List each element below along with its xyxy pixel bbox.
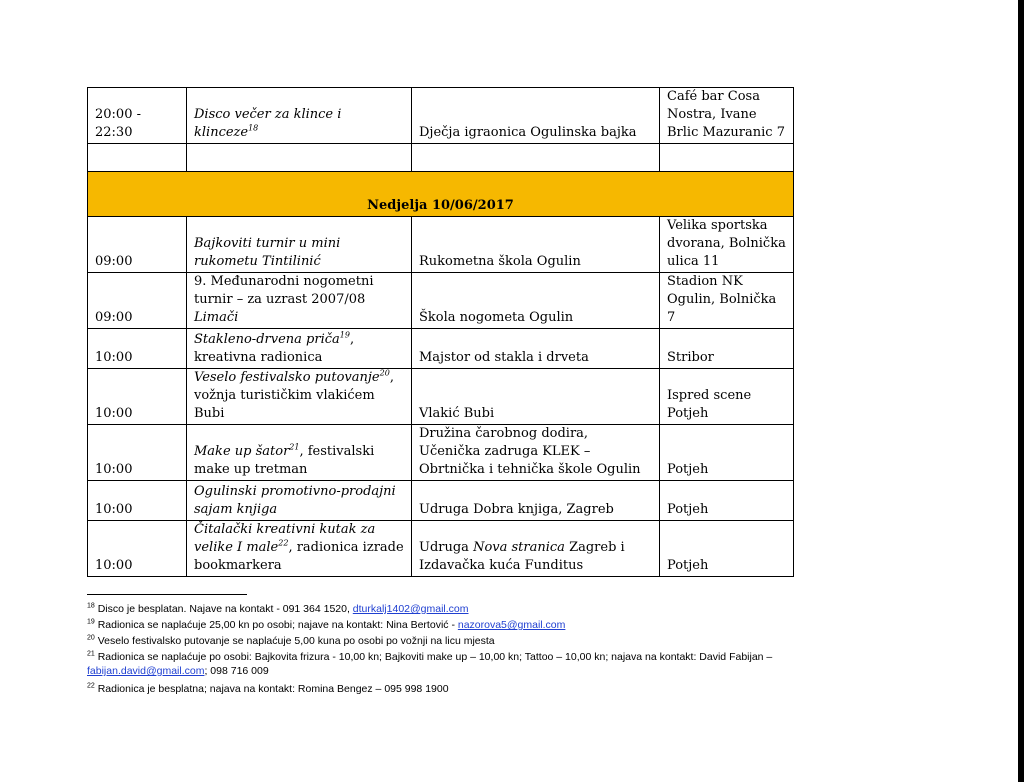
event-text: , vožnja turističkim vlakićem Bubi <box>194 370 394 421</box>
event-title: Veselo festivalsko putovanje <box>194 370 380 385</box>
footnote-21: $^{21}$ Radionica se naplaćuje po osobi: Bajkovita frizura - 10,00 kn; Bajkoviti make up – 10,00 kn; Tattoo – 10,00 kn; najava na kontakt: David Fabijan – fabijan.david@gmail.com; 098 716 009 <box>87 650 773 677</box>
organizer-cell: Dječja igraonica Ogulinska bajka <box>412 88 660 144</box>
event-title: Disco večer za klince i klinceze <box>194 107 342 140</box>
empty-row <box>88 144 794 172</box>
event-schedule-table <box>87 87 794 577</box>
time-cell: 10:00 <box>88 521 187 577</box>
footnote-20: $^{20}$ Veselo festivalsko putovanje se naplaćuje 5,00 kuna po osobi po vožnji na licu mjesta <box>87 634 495 647</box>
event-cell <box>187 425 412 481</box>
event-text: , kreativna radionica <box>194 332 355 365</box>
footnote-ref: 19 <box>339 330 350 340</box>
table-row <box>88 481 794 521</box>
organizer-cell: Udruga Nova stranica Zagreb i Izdavačka kuća Funditus <box>412 521 660 577</box>
organizer-cell: Udruga Dobra knjiga, Zagreb <box>412 481 660 521</box>
time-cell: 10:00 <box>88 369 187 425</box>
event-text: , radionica izrade bookmarkera <box>194 540 404 573</box>
location-cell: Potjeh <box>660 521 794 577</box>
organizer-cell: Škola nogometa Ogulin <box>412 273 660 329</box>
footnote-ref: 20 <box>379 368 390 378</box>
organizer-cell: Družina čarobnog dodira, Učenička zadruga KLEK – Obrtnička i tehnička škole Ogulin <box>412 425 660 481</box>
footnote-separator <box>87 594 247 595</box>
event-title: Bajkoviti turnir u mini rukometu Tintilinić <box>194 236 341 269</box>
event-text: 9. Međunarodni nogometni turnir – za uzrast 2007/08 <box>194 274 374 307</box>
email-link[interactable]: nazorova5@gmail.com <box>457 619 566 631</box>
footnote-ref: 21 <box>289 442 300 452</box>
email-link[interactable]: dturkalj1402@gmail.com <box>352 603 469 615</box>
table-row <box>88 521 794 577</box>
footnote-ref: 18 <box>248 123 259 133</box>
time-cell: 09:00 <box>88 217 187 273</box>
organizer-cell: Rukometna škola Ogulin <box>412 217 660 273</box>
organizer-cell: Majstor od stakla i drveta <box>412 329 660 369</box>
location-cell: Stadion NK Ogulin, Bolnička 7 <box>660 273 794 329</box>
event-title: Stakleno-drvena priča <box>194 332 340 347</box>
time-cell: 10:00 <box>88 329 187 369</box>
table-row <box>88 369 794 425</box>
footnote-ref: 22 <box>278 538 289 548</box>
organizer-italic: Nova stranica <box>473 540 565 555</box>
event-cell <box>187 329 412 369</box>
time-cell: 20:00 - 22:30 <box>88 88 187 144</box>
day-header: Nedjelja 10/06/2017 <box>88 172 794 217</box>
time-cell: 10:00 <box>88 425 187 481</box>
event-cell <box>187 217 412 273</box>
event-title: Čitalački kreativni kutak za velike I male <box>194 522 376 555</box>
table-row <box>88 217 794 273</box>
location-cell: Velika sportska dvorana, Bolnička ulica 11 <box>660 217 794 273</box>
day-header-row <box>88 172 794 217</box>
event-cell <box>187 521 412 577</box>
event-title: Ogulinski promotivno-prodajni sajam knjiga <box>194 484 396 517</box>
footnote-18: $^{18}$ Disco je besplatan. Najave na kontakt - 091 364 1520, dturkalj1402@gmail.com <box>87 602 469 615</box>
event-title: Limači <box>194 310 239 325</box>
table-row <box>88 88 794 144</box>
location-cell: Stribor <box>660 329 794 369</box>
location-cell: Ispred scene Potjeh <box>660 369 794 425</box>
event-cell <box>187 369 412 425</box>
page-edge-bar <box>1018 0 1024 782</box>
location-cell: Potjeh <box>660 425 794 481</box>
event-title: Make up šator <box>194 444 290 459</box>
event-text: , festivalski make up tretman <box>194 444 375 477</box>
time-cell: 10:00 <box>88 481 187 521</box>
event-cell <box>187 273 412 329</box>
event-cell <box>187 481 412 521</box>
location-cell: Potjeh <box>660 481 794 521</box>
footnote-19: $^{19}$ Radionica se naplaćuje 25,00 kn po osobi; najave na kontakt: Nina Bertović - nazorova5@gmail.com <box>87 618 566 631</box>
table-row <box>88 273 794 329</box>
event-cell <box>187 88 412 144</box>
email-link[interactable]: fabijan.david@gmail.com <box>87 665 205 677</box>
time-cell: 09:00 <box>88 273 187 329</box>
table-row <box>88 425 794 481</box>
location-cell: Café bar Cosa Nostra, Ivane Brlic Mazuranic 7 <box>660 88 794 144</box>
table-row <box>88 329 794 369</box>
organizer-cell: Vlakić Bubi <box>412 369 660 425</box>
footnote-22: $^{22}$ Radionica je besplatna; najava na kontakt: Romina Bengez – 095 998 1900 <box>87 682 449 695</box>
